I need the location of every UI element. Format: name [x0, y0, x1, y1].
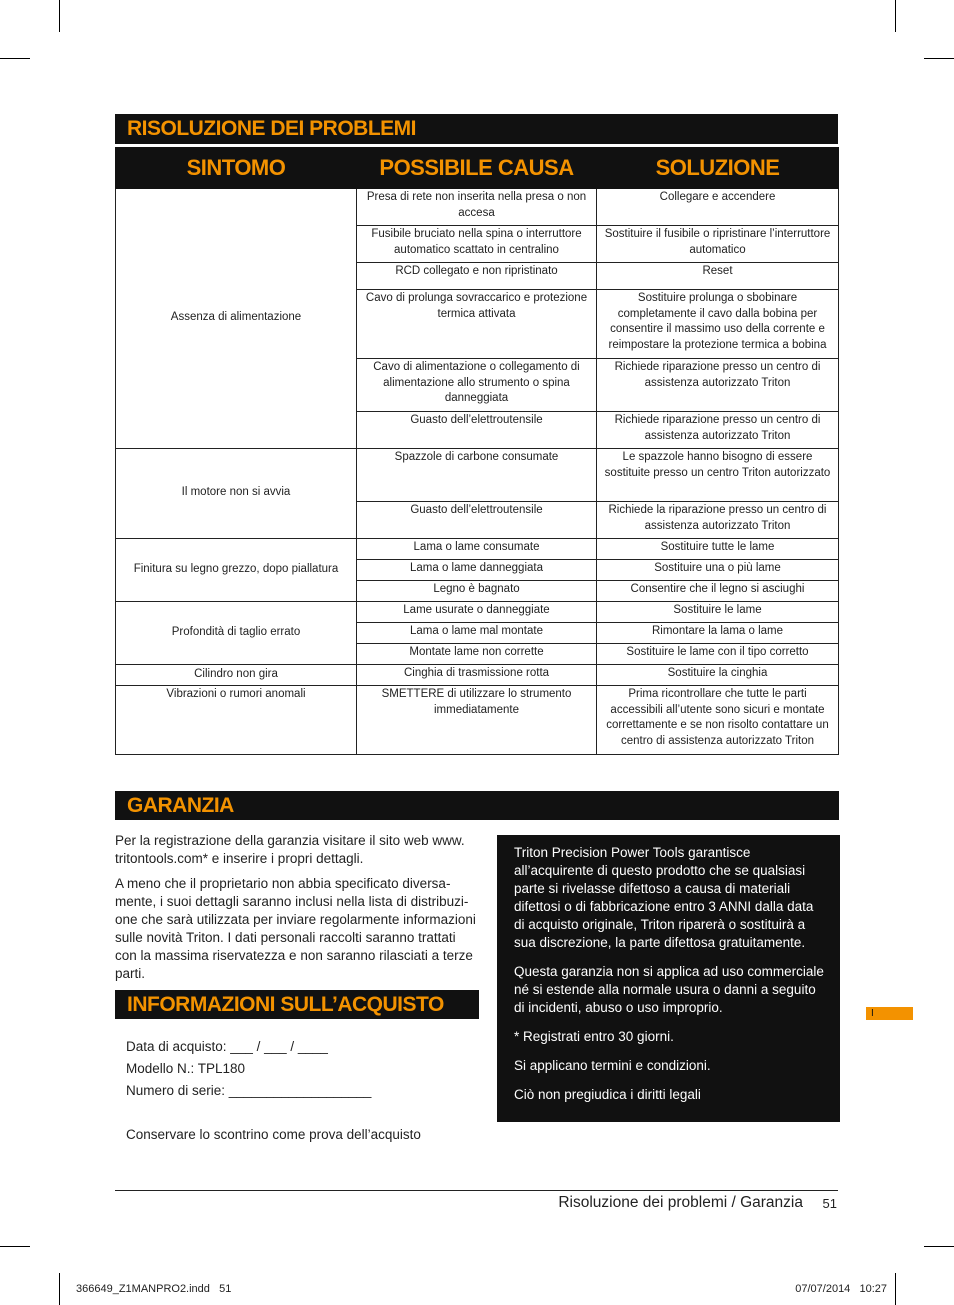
language-tab-label: I [871, 1008, 874, 1019]
warranty-terms-box [497, 835, 840, 1122]
warranty-left-text [115, 832, 477, 990]
cause-cell: Legno è bagnato [357, 581, 597, 602]
cause-cell: Lama o lame mal montate [357, 623, 597, 644]
cause-cell: Lame usurate o danneggiate [357, 602, 597, 623]
crop-mark [59, 0, 60, 32]
solution-cell: Sostituire la cinghia [597, 665, 839, 686]
cause-cell: RCD collegato e non ripristinato [357, 263, 597, 290]
symptom-cell: Assenza di alimentazione [116, 189, 357, 449]
warranty-terms-paragraph: Si applicano termini e condizioni. [514, 1058, 711, 1073]
cause-cell: Cavo di alimentazione o collegamento di alimentazione allo strumento o spina danneggiata [357, 359, 597, 412]
crop-mark [924, 58, 954, 59]
troubleshooting-title-bar [115, 114, 838, 144]
solution-cell: Sostituire prolunga o sbobinare completamente il cavo dalla bobina per consentire il massimo uso della corrente e reimpostare la protezione termica a bobina [597, 290, 839, 359]
crop-mark [59, 1273, 60, 1305]
table-header-row [116, 148, 839, 189]
warranty-terms-paragraph: Questa garanzia non si applica ad uso commerciale né si estende alla normale usura o danni a seguito di incidenti, abuso o uso improprio. [514, 964, 824, 1015]
solution-cell: Collegare e accendere [597, 189, 839, 226]
print-slug-timestamp: 07/07/2014 10:27 [795, 1283, 887, 1295]
header-symptom: SINTOMO [116, 148, 357, 189]
cause-cell: Montate lame non corrette [357, 644, 597, 665]
purchase-title-bar [115, 990, 479, 1019]
crop-mark [895, 0, 896, 32]
warranty-terms-paragraph: Triton Precision Power Tools garantisce all’acquirente di questo prodotto che se qualsiasi parte si rivelasse difettoso a causa di materiali difettosi o di fabbricazione entro 3 ANNI dalla data di acquisto originale, Triton riparerà o sostituirà a sua discrezione, la parte difettosa gratuitamente. [514, 845, 814, 950]
header-cause: POSSIBILE CAUSA [357, 148, 597, 189]
cause-cell: Lama o lame danneggiata [357, 560, 597, 581]
crop-mark [0, 58, 30, 59]
solution-cell: Le spazzole hanno bisogno di essere sostituite presso un centro Triton autorizzato [597, 449, 839, 502]
table-row [116, 539, 839, 560]
purchase-model-line: Modello N.: TPL180 [126, 1061, 246, 1076]
cause-cell: Spazzole di carbone consumate [357, 449, 597, 502]
solution-cell: Consentire che il legno si asciughi [597, 581, 839, 602]
solution-cell: Sostituire le lame [597, 602, 839, 623]
crop-mark [0, 1246, 30, 1247]
troubleshooting-table [115, 147, 839, 755]
language-tab [866, 1007, 913, 1020]
symptom-cell: Profondità di taglio errato [116, 602, 357, 665]
warranty-title: GARANZIA [127, 794, 234, 817]
cause-cell: Guasto dell’elettroutensile [357, 412, 597, 449]
solution-cell: Richiede riparazione presso un centro di assistenza autorizzato Triton [597, 412, 839, 449]
table-row [116, 189, 839, 226]
purchase-serial-line: Numero di serie: ___________________ [126, 1083, 372, 1098]
cause-cell: Cinghia di trasmissione rotta [357, 665, 597, 686]
table-row [116, 449, 839, 502]
cause-cell: Cavo di prolunga sovraccarico e protezione termica attivata [357, 290, 597, 359]
cause-cell: Presa di rete non inserita nella presa o non accesa [357, 189, 597, 226]
symptom-cell: Cilindro non gira [116, 665, 357, 686]
solution-cell: Richiede riparazione presso un centro di assistenza autorizzato Triton [597, 359, 839, 412]
crop-mark [924, 1246, 954, 1247]
solution-cell: Richiede la riparazione presso un centro di assistenza autorizzato Triton [597, 502, 839, 539]
cause-cell: Lama o lame consumate [357, 539, 597, 560]
purchase-title: INFORMAZIONI SULL’ACQUISTO [127, 993, 444, 1016]
crop-mark [895, 1273, 896, 1305]
warranty-terms-paragraph: Ciò non pregiudica i diritti legali [514, 1087, 701, 1102]
solution-cell: Prima ricontrollare che tutte le parti accessibili all’utente sono sicuri e montate correttamente e se non risolto contattare un centro di assistenza autorizzato Triton [597, 686, 839, 755]
purchase-info [126, 1036, 478, 1146]
header-solution: SOLUZIONE [597, 148, 839, 189]
solution-cell: Sostituire una o più lame [597, 560, 839, 581]
table-row [116, 602, 839, 623]
troubleshooting-title: RISOLUZIONE DEI PROBLEMI [127, 117, 417, 140]
receipt-note: Conservare lo scontrino come prova dell’acquisto [126, 1127, 421, 1142]
solution-cell: Sostituire il fusibile o ripristinare l’interruttore automatico [597, 226, 839, 263]
footer-section-label: Risoluzione dei problemi / Garanzia [558, 1194, 803, 1211]
symptom-cell: Vibrazioni o rumori anomali [116, 686, 357, 755]
symptom-cell: Il motore non si avvia [116, 449, 357, 539]
solution-cell: Rimontare la lama o lame [597, 623, 839, 644]
warranty-terms-paragraph: * Registrati entro 30 giorni. [514, 1029, 674, 1044]
purchase-date-line: Data di acquisto: ___ / ___ / ____ [126, 1039, 328, 1054]
table-row [116, 665, 839, 686]
cause-cell: Guasto dell’elettroutensile [357, 502, 597, 539]
table-row [116, 686, 839, 755]
page-number: 51 [822, 1196, 837, 1211]
symptom-cell: Finitura su legno grezzo, dopo piallatura [116, 539, 357, 602]
footer-rule [115, 1190, 838, 1191]
warranty-title-bar [115, 791, 839, 820]
solution-cell: Reset [597, 263, 839, 290]
print-slug-file: 366649_Z1MANPRO2.indd 51 [76, 1283, 232, 1295]
cause-cell: SMETTERE di utilizzare lo strumento immediatamente [357, 686, 597, 755]
warranty-paragraph: A meno che il proprietario non abbia specificato diversa-mente, i suoi dettagli saranno inclusi nella lista di distribuzi-one che sarà utilizzata per inviare regolarmente informazioni sulle novità Triton. I dati personali raccolti saranno trattati con la massima riservatezza e non saranno rilasciati a terze parti. [115, 876, 476, 981]
cause-cell: Fusibile bruciato nella spina o interruttore automatico scattato in centralino [357, 226, 597, 263]
solution-cell: Sostituire le lame con il tipo corretto [597, 644, 839, 665]
solution-cell: Sostituire tutte le lame [597, 539, 839, 560]
warranty-paragraph: Per la registrazione della garanzia visitare il sito web www. tritontools.com* e inserire i propri dettagli. [115, 833, 465, 866]
